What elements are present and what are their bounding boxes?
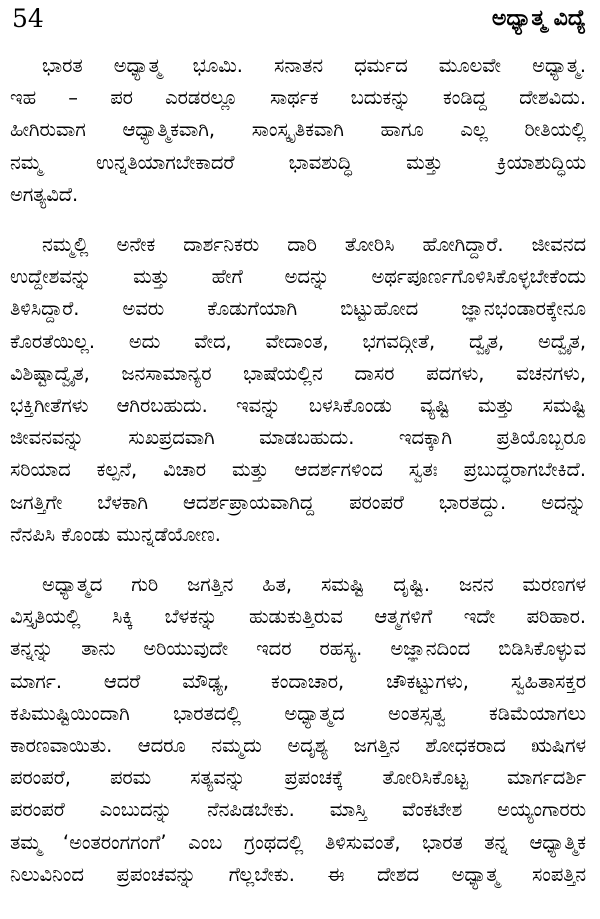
text-line: ಪರಂಪರೆ, ಪರಮ ಸತ್ಯವನ್ನು ಪ್ರಪಂಚಕ್ಕೆ ತೋರಿಸಿಕೊಟ್ಟ ಮಾರ್ಗದರ್ಶಿ: [10, 766, 586, 790]
text-line: ವಿಸ್ತೃತಿಯಲ್ಲಿ ಸಿಕ್ಕಿ ಬೆಳಕನ್ನು ಹುಡುಕುತ್ತಿರುವ ಆತ್ಮಗಳಿಗೆ ಇದೇ ಪರಿಹಾರ.: [10, 605, 586, 629]
text-line: ಕಾರಣವಾಯಿತು. ಆದರೂ ನಮ್ಮದು ಅದೃಶ್ಯ ಜಗತ್ತಿನ ಶೋಧಕರಾದ ಋಷಿಗಳ: [10, 734, 586, 758]
text-line: ಉದ್ದೇಶವನ್ನು ಮತ್ತು ಹೇಗೆ ಅದನ್ನು ಅರ್ಥಪೂರ್ಣಗೊಳಿಸಿಕೊಳ್ಳಬೇಕೆಂದು: [10, 265, 586, 289]
text-line: ಭಕ್ತಿಗೀತೆಗಳು ಆಗಿರಬಹುದು. ಇವನ್ನು ಬಳಸಿಕೊಂಡು ವ್ಯಷ್ಟಿ ಮತ್ತು ಸಮಷ್ಟಿ: [10, 394, 586, 418]
text-line: ಭಾರತ ಅಧ್ಯಾತ್ಮ ಭೂಮಿ. ಸನಾತನ ಧರ್ಮದ ಮೂಲವೇ ಅಧ್ಯಾತ್ಮ.: [42, 54, 586, 77]
text-line: ನಿಲುವಿನಿಂದ ಪ್ರಪಂಚವನ್ನು ಗೆಲ್ಲಬೇಕು. ಈ ದೇಶದ ಅಧ್ಯಾತ್ಮ ಸಂಪತ್ತಿನ: [10, 862, 586, 886]
paragraph-3: [10, 569, 586, 891]
text-line: ಕೊರತೆಯಿಲ್ಲ. ಅದು ವೇದ, ವೇದಾಂತ, ಭಗವದ್ಗೀತೆ, ದ್ವೈತ, ಅದ್ವೈತ,: [10, 329, 586, 353]
paragraph-2: [10, 229, 586, 551]
text-line: ಸರಿಯಾದ ಕಲ್ಪನೆ, ವಿಚಾರ ಮತ್ತು ಆದರ್ಶಗಳಿಂದ ಸ್ವತಃ ಪ್ರಬುದ್ಧರಾಗಬೇಕಿದೆ.: [10, 458, 586, 482]
text-line: ನಮ್ಮ ಉನ್ನತಿಯಾಗಬೇಕಾದರೆ ಭಾವಶುದ್ಧಿ ಮತ್ತು ಕ್ರಿಯಾಶುದ್ಧಿಯ: [10, 150, 586, 174]
body-text: [10, 50, 586, 891]
text-line: ಪರಂಪರೆ ಎಂಬುದನ್ನು ನೆನಪಿಡಬೇಕು. ಮಾಸ್ತಿ ವೆಂಕಟೇಶ ಅಯ್ಯಂಗಾರರು: [10, 798, 586, 822]
text-line: ಇಹ – ಪರ ಎರಡರಲ್ಲೂ ಸಾರ್ಥಕ ಬದುಕನ್ನು ಕಂಡಿದ್ದ ದೇಶವಿದು.: [10, 86, 586, 110]
text-line: ತಿಳಿಸಿದ್ದಾರೆ. ಅವರು ಕೊಡುಗೆಯಾಗಿ ಬಿಟ್ಟುಹೋದ ಜ್ಞಾನಭಂಡಾರಕ್ಕೇನೂ: [10, 297, 586, 321]
text-line: ನೆನಪಿಸಿ ಕೊಂಡು ಮುನ್ನಡೆಯೋಣ.: [10, 522, 221, 546]
page-header: [10, 0, 586, 50]
text-line: ಹೀಗಿರುವಾಗ ಆಧ್ಯಾತ್ಮಿಕವಾಗಿ, ಸಾಂಸ್ಕೃತಿಕವಾಗಿ ಹಾಗೂ ಎಲ್ಲ ರೀತಿಯಲ್ಲಿ: [10, 118, 586, 142]
text-line: ಅಗತ್ಯವಿದೆ.: [10, 182, 79, 206]
running-title: ಅಧ್ಯಾತ್ಮ ವಿದ್ಯೆ: [491, 6, 586, 31]
page-number: 54: [12, 4, 44, 33]
text-line: ನಮ್ಮಲ್ಲಿ ಅನೇಕ ದಾರ್ಶನಿಕರು ದಾರಿ ತೋರಿಸಿ ಹೋಗಿದ್ದಾರೆ. ಜೀವನದ: [42, 233, 586, 257]
text-line: ತಮ್ಮ ‘ಅಂತರಂಗಗಂಗೆ’ ಎಂಬ ಗ್ರಂಥದಲ್ಲಿ ತಿಳಿಸುವಂತೆ, ಭಾರತ ತನ್ನ ಆಧ್ಯಾತ್ಮಿಕ: [10, 830, 586, 854]
text-line: ತನ್ನನ್ನು ತಾನು ಅರಿಯುವುದೇ ಇದರ ರಹಸ್ಯ. ಅಜ್ಞಾನದಿಂದ ಬಿಡಿಸಿಕೊಳ್ಳುವ: [10, 637, 586, 661]
text-line: ಕಪಿಮುಷ್ಟಿಯಿಂದಾಗಿ ಭಾರತದಲ್ಲಿ ಅಧ್ಯಾತ್ಮದ ಅಂತಸ್ಸತ್ವ ಕಡಿಮೆಯಾಗಲು: [10, 701, 586, 725]
text-line: ಜೀವನವನ್ನು ಸುಖಪ್ರದವಾಗಿ ಮಾಡಬಹುದು. ಇದಕ್ಕಾಗಿ ಪ್ರತಿಯೊಬ್ಬರೂ: [10, 426, 586, 450]
text-line: ಅಧ್ಯಾತ್ಮದ ಗುರಿ ಜಗತ್ತಿನ ಹಿತ, ಸಮಷ್ಟಿ ದೃಷ್ಟಿ. ಜನನ ಮರಣಗಳ: [42, 573, 586, 597]
text-line: ಮಾರ್ಗ. ಆದರೆ ಮೌಢ್ಯ, ಕಂದಾಚಾರ, ಚೌಕಟ್ಟುಗಳು, ಸ್ವಹಿತಾಸಕ್ತರ: [10, 669, 586, 693]
text-line: ಜಗತ್ತಿಗೇ ಬೆಳಕಾಗಿ ಆದರ್ಶಪ್ರಾಯವಾಗಿದ್ದ ಪರಂಪರೆ ಭಾರತದ್ದು. ಅದನ್ನು: [10, 490, 586, 514]
text-line: ವಿಶಿಷ್ಟಾದ್ವೈತ, ಜನಸಾಮಾನ್ಯರ ಭಾಷೆಯಲ್ಲಿನ ದಾಸರ ಪದಗಳು, ವಚನಗಳು,: [10, 361, 586, 385]
paragraph-1: [10, 50, 586, 211]
